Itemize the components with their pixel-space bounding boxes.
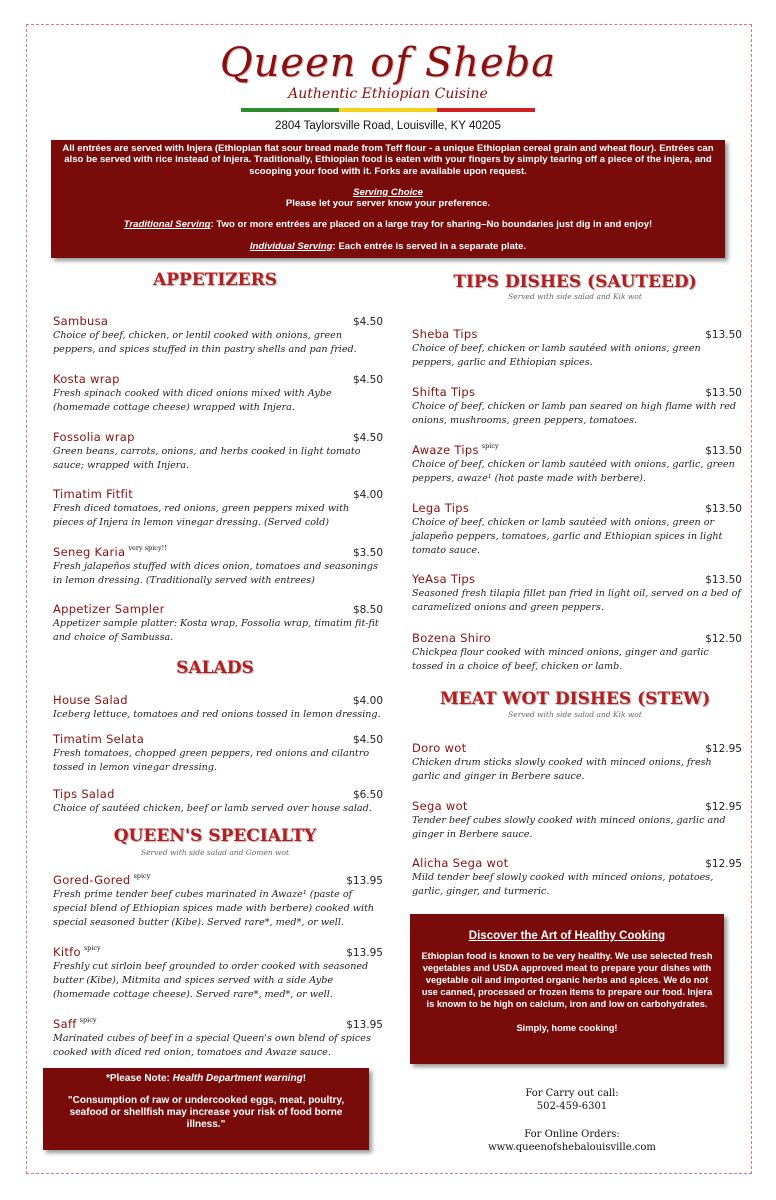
item-name: Shifta Tips	[412, 385, 476, 399]
online-orders-contact	[412, 1128, 732, 1154]
warning-label: *Please Note:	[105, 1073, 173, 1084]
item-description: Choice of sautéed chicken, beef or lamb served over house salad.	[53, 803, 372, 814]
menu-item	[53, 598, 383, 645]
menu-item	[53, 869, 383, 930]
ethiopian-flag-stripe	[241, 108, 535, 112]
item-name: Kosta wrap	[53, 372, 120, 386]
item-description: Choice of beef, chicken or lamb sautéed with onions, green peppers, garlic and Ethiopian spices.	[412, 343, 701, 368]
item-description: Fresh spinach cooked with diced onions mixed with Aybe (homemade cottage cheese) wrapped with Injera.	[53, 388, 332, 413]
menu-item	[53, 1013, 383, 1060]
healthy-cooking-title: Discover the Art of Healthy Cooking	[468, 930, 666, 942]
item-name: Timatim Selata	[53, 732, 145, 746]
item-price: $8.50	[352, 604, 383, 616]
item-name: Sambusa	[53, 314, 109, 328]
item-price: $3.50	[352, 547, 383, 559]
item-name: Kitfo $^{spicy}$	[53, 943, 101, 959]
flag-green-stripe	[241, 108, 339, 112]
item-name: Saff $^{spicy}$	[53, 1015, 97, 1031]
item-description: Fresh diced tomatoes, red onions, green peppers mixed with pieces of Injera in lemon vinegar dressing. (Served cold)	[53, 503, 350, 528]
item-name: YeAsa Tips	[412, 572, 476, 586]
item-description: Green beans, carrots, onions, and herbs cooked in light tomato sauce; wrapped with Injera.	[53, 446, 361, 471]
item-price: $13.50	[705, 503, 742, 515]
item-name: Awaze Tips $^{spicy}$	[412, 441, 499, 457]
wot-subtitle: Served with side salad and Kik wot	[508, 710, 642, 719]
carry-out-contact	[412, 1087, 732, 1113]
menu-item	[412, 795, 742, 842]
item-spice-tag: very spicy!!	[128, 543, 167, 552]
item-price: $4.00	[352, 695, 383, 707]
menu-item	[412, 381, 742, 428]
menu-item	[412, 439, 742, 486]
item-description: Freshly cut sirloin beef grounded to order cooked with seasoned butter (Kibe), Mitmita and spices served with a side Aybe (homemade cottage cheese). Served rare*, med*, or well.	[53, 961, 369, 1000]
item-description: Tender beef cubes slowly cooked with minced onions, garlic and ginger in Berbere sauce.	[412, 815, 726, 840]
item-price: $13.95	[346, 875, 383, 887]
item-price: $12.50	[705, 633, 742, 645]
item-name: Appetizer Sampler	[53, 602, 165, 616]
item-name: Bozena Shiro	[412, 631, 491, 645]
healthy-cooking-body: Ethiopian food is known to be very healthy. We use selected fresh vegetables and USDA approved meat to prepare your dishes with vegetable oil and imported organic herbs and spices. We do not use canned, processed or frozen items to prepare our food. Injera is known to be high on calcium, iron and low on carbohydrates.	[421, 951, 713, 1009]
menu-header	[0, 36, 776, 132]
item-name: Tips Salad	[53, 787, 115, 801]
item-description: Appetizer sample platter: Kosta wrap, Fossolia wrap, timatim fit-fit and choice of Sambussa.	[53, 618, 379, 643]
item-description: Fresh prime tender beef cubes marinated in Awaze¹ (paste of special blend of Ethiopian spices made with berbere) cooked with special seasoned butter (Kibe). Served rare*, med*, or well.	[53, 889, 375, 928]
item-description: Choice of beef, chicken, or lentil cooked with onions, green peppers, and spices stuffed in thin pastry shells and pan fried.	[53, 330, 357, 355]
item-description: Fresh jalapeños stuffed with dices onion, tomatoes and seasonings in lemon dressing. (Traditionally served with entrees)	[53, 561, 378, 586]
item-spice-tag: spicy	[83, 943, 101, 952]
flag-red-stripe	[437, 108, 535, 112]
menu-item	[53, 310, 383, 357]
item-price: $13.50	[705, 574, 742, 586]
item-name: Gored-Gored $^{spicy}$	[53, 871, 151, 887]
menu-item	[53, 783, 383, 816]
item-spice-tag: spicy	[133, 871, 151, 880]
menu-item	[53, 368, 383, 415]
specialty-subtitle: Served with side salad and Gomen wot	[140, 848, 290, 857]
item-price: $6.50	[352, 789, 383, 801]
item-name: Alicha Sega wot	[412, 856, 509, 870]
restaurant-address: 2804 Taylorsville Road, Louisville, KY 40205	[275, 120, 501, 132]
item-name: Sheba Tips	[412, 327, 478, 341]
item-price: $13.95	[346, 947, 383, 959]
warning-text: "Consumption of raw or undercooked eggs, meat, poultry, seafood or shellfish may increase your risk of food borne illness."	[67, 1095, 345, 1130]
item-description: Choice of beef, chicken or lamb pan seared on high flame with red onions, mushrooms, green peppers, tomatoes.	[412, 401, 737, 426]
phone-number[interactable]: 502-459-6301	[536, 1101, 608, 1112]
individual-serving-text: : Each entrée is served in a separate plate.	[332, 240, 527, 252]
menu-item	[53, 689, 383, 722]
menu-item	[412, 497, 742, 558]
item-name: Lega Tips	[412, 501, 470, 515]
serving-info-banner	[51, 140, 725, 258]
item-price: $13.50	[705, 445, 742, 457]
salads-heading: SALADS	[176, 658, 254, 678]
item-price: $12.95	[705, 858, 742, 870]
menu-item	[53, 941, 383, 1002]
item-name: Fossolia wrap	[53, 430, 135, 444]
wot-heading: MEAT WOT DISHES (STEW)	[439, 689, 711, 709]
online-orders-label: For Online Orders:	[524, 1129, 620, 1140]
item-price: $13.95	[346, 1019, 383, 1031]
tips-subtitle: Served with side salad and Kik wot	[508, 292, 642, 301]
item-description: Fresh tomatoes, chopped green peppers, red onions and cilantro tossed in lemon vinegar dressing.	[53, 748, 370, 773]
specialty-heading: QUEEN'S SPECIALTY	[113, 826, 317, 846]
menu-item	[53, 541, 383, 588]
item-description: Marinated cubes of beef in a special Queen's own blend of spices cooked with diced red onion, tomatoes and Awaze sauce.	[53, 1033, 371, 1058]
restaurant-subtitle: Authentic Ethiopian Cuisine	[288, 86, 488, 102]
serving-choice-title: Serving Choice	[353, 186, 423, 198]
website-link[interactable]: www.queenofshebalouisville.com	[488, 1142, 656, 1153]
item-name: Doro wot	[412, 741, 467, 755]
item-description: Iceberg lettuce, tomatoes and red onions tossed in lemon dressing.	[53, 709, 381, 720]
item-price: $4.00	[352, 489, 383, 501]
item-spice-tag: spicy	[79, 1015, 97, 1024]
flag-yellow-stripe	[339, 108, 437, 112]
healthy-cooking-closing: Simply, home cooking!	[516, 1023, 618, 1033]
item-name: House Salad	[53, 693, 128, 707]
banner-intro: All entrées are served with Injera (Ethiopian flat sour bread made from Teff flour - a unique Ethiopian cereal grain and wheat flour). Entrées can also be served with rice instead of Injera. Traditionally, Ethiopian food is eaten with your fingers by simply tearing off a piece of the injera, and scooping your food with it. Forks are available upon request.	[62, 143, 714, 177]
item-description: Choice of beef, chicken or lamb sautéed with onions, garlic, green peppers, awaze¹ (hot paste made with berbere).	[412, 459, 735, 484]
item-name: Seneg Karia $^{very spicy!!}$	[53, 543, 167, 559]
item-price: $4.50	[352, 734, 383, 746]
item-description: Chickpea flour cooked with minced onions, ginger and garlic tossed in a choice of beef, chicken or lamb.	[412, 647, 709, 672]
individual-serving-label: Individual Serving	[249, 240, 333, 252]
menu-item	[412, 852, 742, 899]
item-name: Sega wot	[412, 799, 468, 813]
item-description: Chicken drum sticks slowly cooked with minced onions, fresh garlic and ginger in Berbere sauce.	[412, 757, 712, 782]
item-price: $12.95	[705, 743, 742, 755]
traditional-serving-label: Traditional Serving	[123, 219, 211, 231]
menu-item	[412, 627, 742, 674]
item-description: Mild tender beef slowly cooked with minced onions, potatoes, garlic, ginger, and turmeric.	[412, 872, 714, 897]
menu-item	[412, 737, 742, 784]
healthy-cooking-box	[410, 914, 724, 1064]
item-price: $13.50	[705, 387, 742, 399]
carry-out-label: For Carry out call:	[525, 1088, 619, 1099]
health-warning-box	[43, 1068, 369, 1150]
menu-item	[53, 426, 383, 473]
tips-heading: TIPS DISHES (SAUTEED)	[453, 272, 697, 292]
menu-item	[53, 483, 383, 530]
menu-item	[412, 323, 742, 370]
appetizers-heading: APPETIZERS	[152, 270, 278, 290]
menu-item	[412, 568, 742, 615]
item-price: $13.50	[705, 329, 742, 341]
item-price: $4.50	[352, 374, 383, 386]
item-description: Seasoned fresh tilapia fillet pan fried in light oil, served on a bed of caramelized onions and green peppers.	[412, 588, 741, 613]
item-price: $12.95	[705, 801, 742, 813]
item-spice-tag: spicy	[481, 441, 499, 450]
warning-emphasis: Health Department warning	[172, 1073, 303, 1084]
warning-end: !	[302, 1073, 307, 1084]
menu-item	[53, 728, 383, 775]
item-price: $4.50	[352, 432, 383, 444]
item-name: Timatim Fitfit	[53, 487, 134, 501]
item-price: $4.50	[352, 316, 383, 328]
restaurant-title: Queen of Sheba	[219, 40, 557, 86]
traditional-serving-text: : Two or more entrées are placed on a large tray for sharing–No boundaries just dig in and enjoy!	[210, 219, 653, 231]
item-description: Choice of beef, chicken or lamb sautéed with onions, green or jalapeño peppers, tomatoes, garlic and Ethiopian spices in light tomato sauce.	[412, 517, 723, 556]
serving-choice-text: Please let your server know your preference.	[285, 198, 491, 210]
